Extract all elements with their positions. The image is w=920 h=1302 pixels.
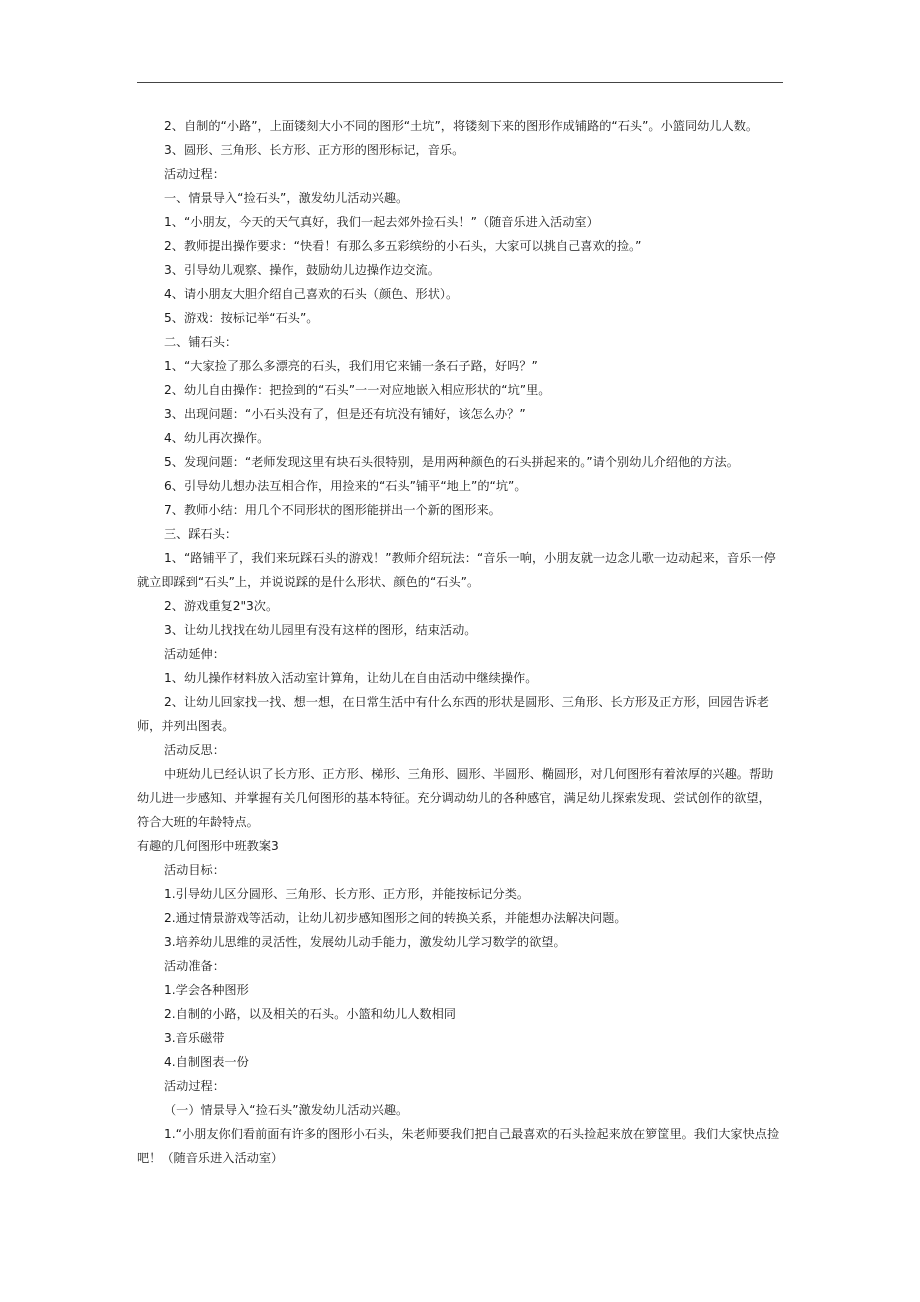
text-line: 3、出现问题：“小石头没有了，但是还有坑没有铺好，该怎么办？” [164,407,526,421]
text-line: 2、自制的“小路”，上面镂刻大小不同的图形“土坑”，将镂刻下来的图形作成铺路的“石头”。小篮同幼儿人数。 [164,119,759,133]
document-title: 有趣的几何图形中班教案3 [137,839,279,853]
section-heading: 活动准备： [164,959,225,973]
text-line: 5、发现问题：“老师发现这里有块石头很特别，是用两种颜色的石头拼起来的。”请个别幼儿介绍他的方法。 [164,455,739,469]
text-line: 就立即踩到“石头”上，并说说踩的是什么形状、颜色的“石头”。 [137,575,480,589]
text-line: 2、教师提出操作要求：“快看！有那么多五彩缤纷的小石头，大家可以挑自己喜欢的捡。” [164,239,642,253]
text-line: 3、圆形、三角形、长方形、正方形的图形标记，音乐。 [164,143,465,157]
text-line: 1.引导幼儿区分圆形、三角形、长方形、正方形，并能按标记分类。 [164,887,530,901]
text-line: 7、教师小结：用几个不同形状的图形能拼出一个新的图形来。 [164,503,501,517]
text-line: 2.自制的小路，以及相关的石头。小篮和幼儿人数相同 [164,1007,456,1021]
section-heading: 一、情景导入“捡石头”，激发幼儿活动兴趣。 [164,191,409,205]
text-line: 1、“大家捡了那么多漂亮的石头，我们用它来铺一条石子路，好吗？” [164,359,538,373]
text-line: 师，并列出图表。 [137,719,235,733]
text-line: 符合大班的年龄特点。 [137,815,259,829]
text-line: 6、引导幼儿想办法互相合作，用捡来的“石头”铺平“地上”的“坑”。 [164,479,527,493]
section-heading: 活动目标： [164,863,225,877]
text-line: 中班幼儿已经认识了长方形、正方形、梯形、三角形、圆形、半圆形、椭圆形，对几何图形有着浓厚的兴趣。帮助 [164,767,774,781]
section-heading: 活动反思： [164,743,225,757]
text-line: （一）情景导入“捡石头”激发幼儿活动兴趣。 [164,1103,409,1117]
text-line: 2、让幼儿回家找一找、想一想，在日常生活中有什么东西的形状是圆形、三角形、长方形及正方形，回园告诉老 [164,695,769,709]
header-rule [137,82,783,83]
text-line: 2、游戏重复2"3次。 [164,599,279,613]
section-heading: 活动过程： [164,1079,225,1093]
text-line: 3、引导幼儿观察、操作，鼓励幼儿边操作边交流。 [164,263,440,277]
text-line: 4.自制图表一份 [164,1055,249,1069]
text-line: 2.通过情景游戏等活动，让幼儿初步感知图形之间的转换关系，并能想办法解决问题。 [164,911,627,925]
section-heading: 二、铺石头： [164,335,238,349]
text-line: 5、游戏：按标记举“石头”。 [164,311,319,325]
section-heading: 活动过程： [164,167,225,181]
text-line: 3、让幼儿找找在幼儿园里有没有这样的图形，结束活动。 [164,623,477,637]
text-line: 4、请小朋友大胆介绍自己喜欢的石头（颜色、形状）。 [164,287,459,301]
document-body [137,114,783,1170]
text-line: 3.培养幼儿思维的灵活性，发展幼儿动手能力，激发幼儿学习数学的欲望。 [164,935,566,949]
text-line: 1、幼儿操作材料放入活动室计算角，让幼儿在自由活动中继续操作。 [164,671,538,685]
section-heading: 活动延伸： [164,647,225,661]
text-line: 1.“小朋友你们看前面有许多的图形小石头，朱老师要我们把自己最喜欢的石头捡起来放在箩筐里。我们大家快点捡 [164,1127,780,1141]
text-line: 3.音乐磁带 [164,1031,225,1045]
text-line: 1、“小朋友，今天的天气真好，我们一起去郊外捡石头！”（随音乐进入活动室） [164,215,599,229]
text-line: 幼儿进一步感知、并掌握有关几何图形的基本特征。充分调动幼儿的各种感官，满足幼儿探索发现、尝试创作的欲望， [137,791,771,805]
text-line: 1、“路铺平了，我们来玩踩石头的游戏！”教师介绍玩法：“音乐一响，小朋友就一边念儿歌一边动起来，音乐一停 [164,551,776,565]
text-line: 吧！（随音乐进入活动室） [137,1151,284,1165]
text-line: 1.学会各种图形 [164,983,249,997]
text-line: 2、幼儿自由操作：把捡到的“石头”一一对应地嵌入相应形状的“坑”里。 [164,383,551,397]
text-line: 4、幼儿再次操作。 [164,431,270,445]
section-heading: 三、踩石头： [164,527,238,541]
